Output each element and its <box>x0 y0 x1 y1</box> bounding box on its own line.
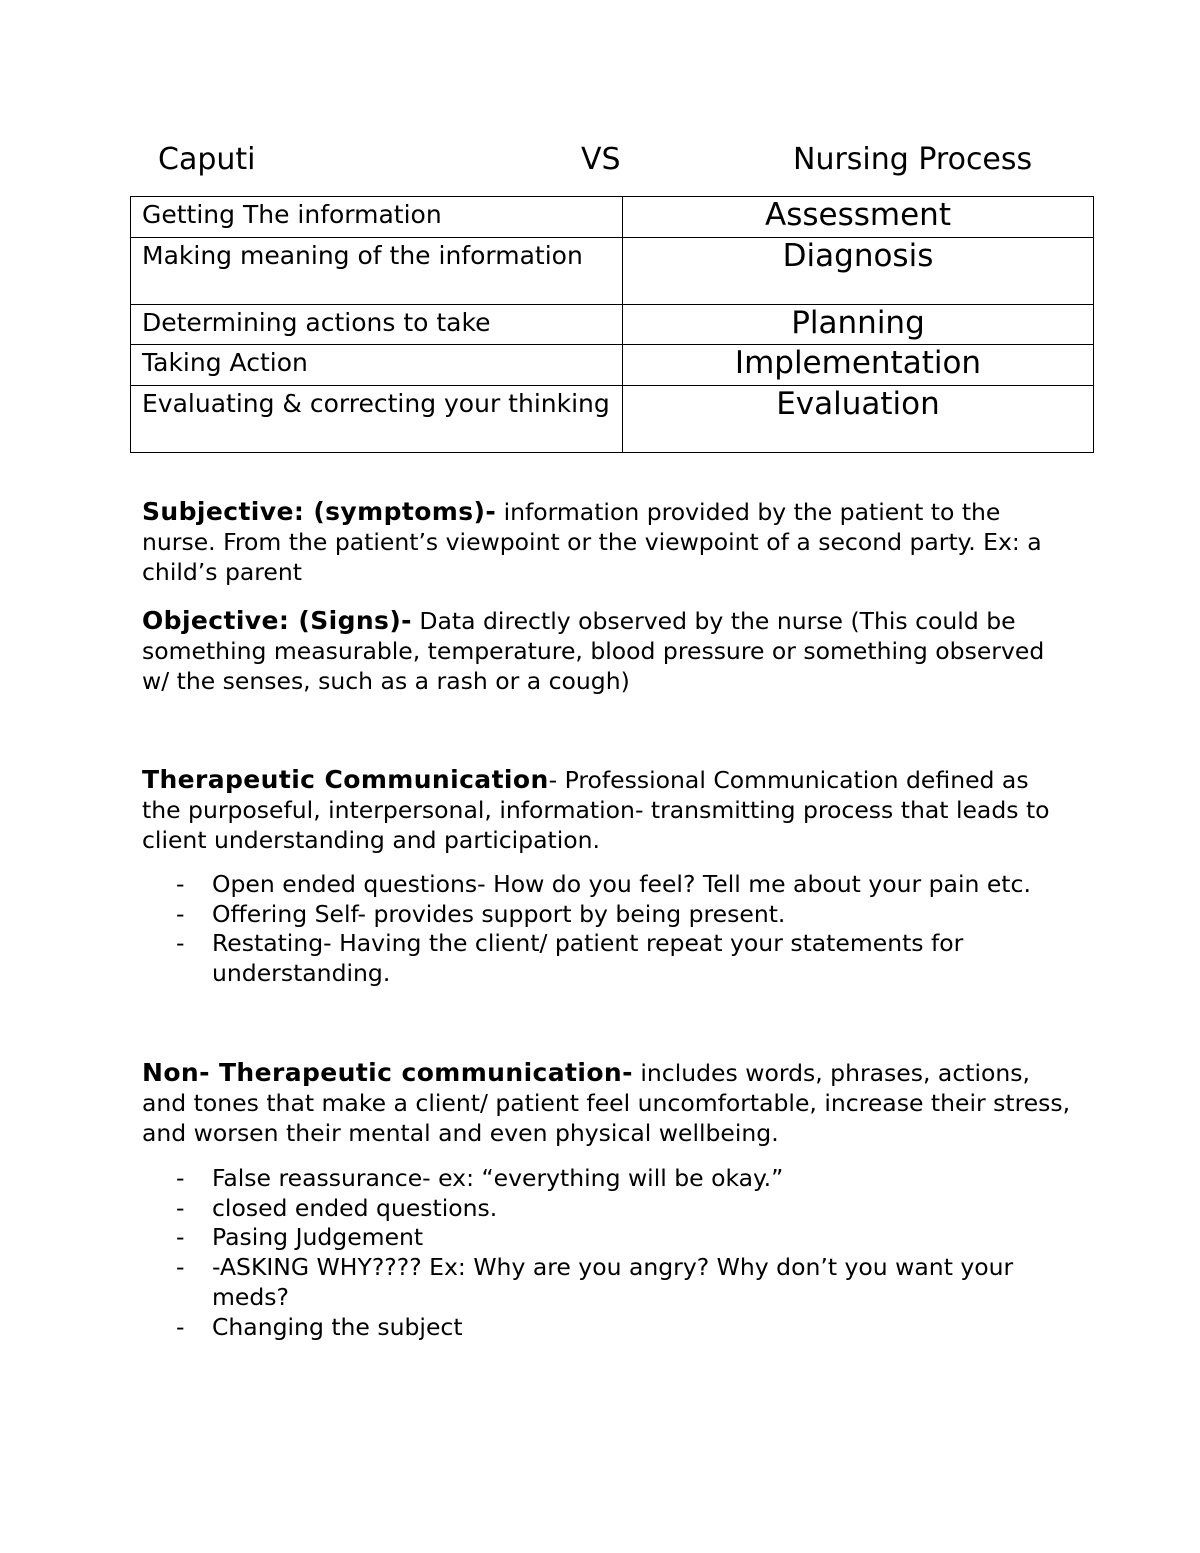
table-row <box>131 386 1094 453</box>
nursing-process-cell: Implementation <box>623 345 1094 386</box>
heading-caputi: Caputi <box>158 142 256 177</box>
objective-term: Objective: (Signs)- <box>142 606 412 635</box>
list-item <box>142 929 1042 988</box>
list-item <box>142 1194 1042 1224</box>
list-item-text: Changing the subject <box>212 1312 463 1341</box>
dash-bullet: - <box>176 1164 185 1192</box>
table-row <box>131 305 1094 345</box>
table-row <box>131 238 1094 305</box>
subjective-definition: information provided by the patient to the nurse. From the patient’s viewpoint or the viewpoint of a second party. Ex: a child’s parent <box>142 498 1042 586</box>
table-row <box>131 197 1094 238</box>
non-therapeutic-list <box>142 1164 1042 1342</box>
title-row <box>0 140 1200 180</box>
therapeutic-paragraph <box>142 765 1072 855</box>
therapeutic-definition: - Professional Communication defined as the purposeful, interpersonal, information- transmitting process that leads to client understanding and participation. <box>142 766 1050 854</box>
list-item-text: False reassurance- ex: “everything will be okay.” <box>212 1164 784 1192</box>
list-item <box>142 1223 1042 1253</box>
heading-vs: VS <box>581 142 621 177</box>
nursing-process-cell: Diagnosis <box>623 238 1094 305</box>
objective-definition: Data directly observed by the nurse (This could be something measurable, temperature, blood pressure or something observed w/ the senses, such as a rash or a cough) <box>142 607 1045 695</box>
dash-bullet: - <box>176 899 185 928</box>
list-item <box>142 870 1042 900</box>
objective-paragraph <box>142 606 1072 696</box>
dash-bullet: - <box>176 1253 185 1282</box>
list-item <box>142 1313 1042 1343</box>
list-item-text: Open ended questions- How do you feel? Tell me about your pain etc. <box>212 870 1031 898</box>
non-therapeutic-definition: includes words, phrases, actions, and tones that make a client/ patient feel uncomfortable, increase their stress, and worsen their mental and even physical wellbeing. <box>142 1059 1071 1147</box>
subjective-paragraph <box>142 497 1072 587</box>
list-item <box>142 1164 1042 1194</box>
subjective-term: Subjective: (symptoms)- <box>142 497 497 526</box>
list-item-text: Restating- Having the client/ patient repeat your statements for understanding. <box>212 929 964 988</box>
therapeutic-term: Therapeutic Communication <box>142 765 549 794</box>
dash-bullet: - <box>176 1223 185 1252</box>
non-therapeutic-paragraph <box>142 1058 1072 1148</box>
caputi-cell: Determining actions to take <box>131 305 623 345</box>
dash-bullet: - <box>176 870 185 898</box>
nursing-process-cell: Assessment <box>623 197 1094 238</box>
nursing-process-cell: Planning <box>623 305 1094 345</box>
therapeutic-techniques-list <box>142 870 1042 989</box>
list-item-text: closed ended questions. <box>212 1193 498 1222</box>
dash-bullet: - <box>176 1312 185 1341</box>
list-item-text: Pasing Judgement <box>212 1223 424 1252</box>
dash-bullet: - <box>176 1193 185 1222</box>
list-item <box>142 900 1042 930</box>
non-therapeutic-term: Non- Therapeutic communication- <box>142 1058 633 1087</box>
caputi-cell: Getting The information <box>131 197 623 238</box>
list-item <box>142 1253 1042 1312</box>
list-item-text: -ASKING WHY???? Ex: Why are you angry? Why don’t you want your meds? <box>212 1253 1014 1311</box>
list-item-text: Offering Self- provides support by being present. <box>212 899 786 928</box>
heading-nursing-process: Nursing Process <box>793 142 1033 177</box>
caputi-cell: Making meaning of the information <box>131 238 623 305</box>
nursing-process-cell: Evaluation <box>623 386 1094 453</box>
caputi-cell: Evaluating & correcting your thinking <box>131 386 623 453</box>
caputi-cell: Taking Action <box>131 345 623 386</box>
table-row <box>131 345 1094 386</box>
dash-bullet: - <box>176 929 185 958</box>
comparison-table <box>130 196 1094 453</box>
